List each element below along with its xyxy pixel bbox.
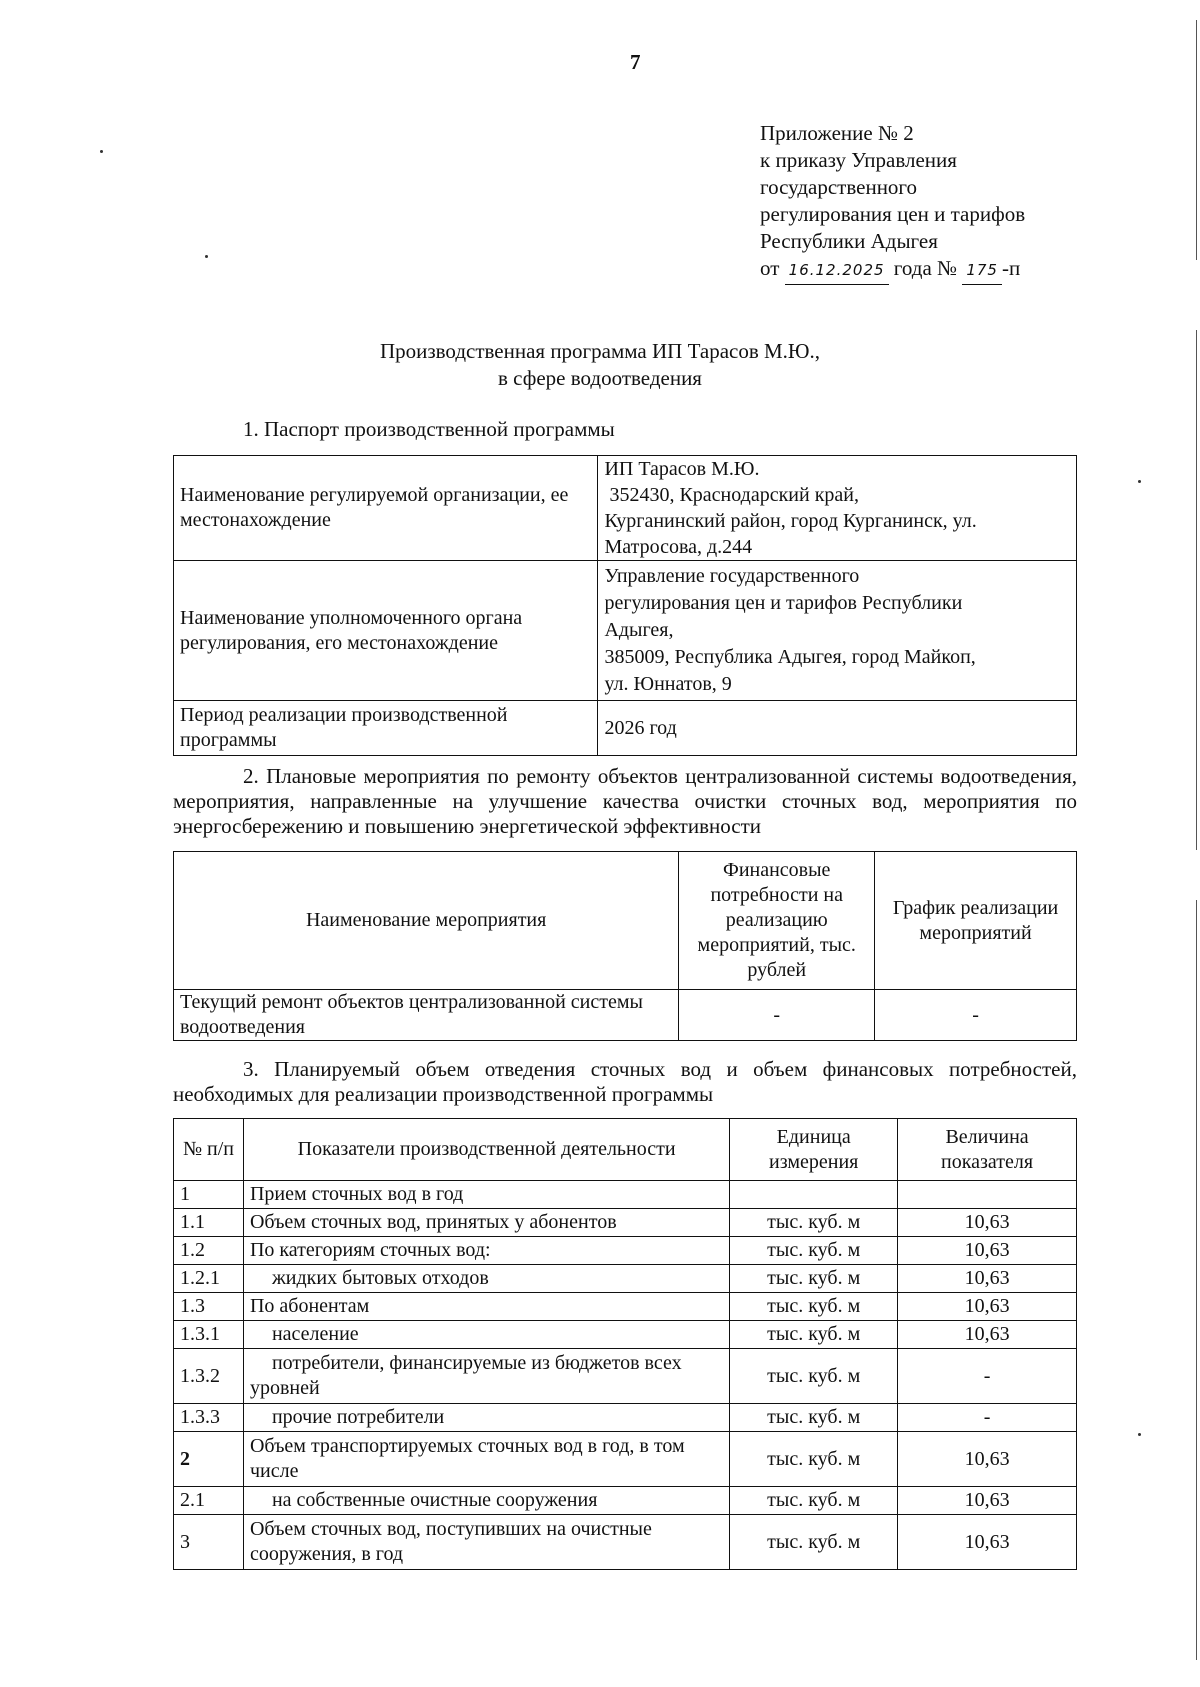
indicator-row <box>174 1237 1077 1265</box>
row-num: 2 <box>174 1432 244 1487</box>
row-unit: тыс. куб. м <box>730 1237 898 1265</box>
title-line-2: в сфере водоотведения <box>498 366 702 390</box>
title-line-1: Производственная программа ИП Тарасов М.Ю., <box>379 339 821 363</box>
value-line: Адыгея, <box>604 619 674 641</box>
indicator-row <box>174 1349 1077 1404</box>
indicator-row <box>174 1432 1077 1487</box>
row-unit: тыс. куб. м <box>730 1349 898 1404</box>
indicator-row <box>174 1404 1077 1432</box>
indicator-row <box>174 1181 1077 1209</box>
row-num: 2.1 <box>174 1487 244 1515</box>
row-indicator: Объем транспортируемых сточных вод в год, в том числе <box>243 1432 729 1487</box>
passport-value <box>598 701 1077 756</box>
row-unit: тыс. куб. м <box>730 1432 898 1487</box>
passport-row <box>174 456 1077 561</box>
appendix-line-5: Республики Адыгея <box>760 229 938 253</box>
activities-header-row <box>174 852 1077 990</box>
scan-speck <box>1138 1433 1141 1436</box>
header-num: № п/п <box>174 1119 244 1181</box>
row-unit: тыс. куб. м <box>730 1487 898 1515</box>
value-line: Курганинский район, город Курганинск, ул. <box>604 510 977 532</box>
appendix-line-1: Приложение № 2 <box>760 121 914 145</box>
indicators-table <box>173 1118 1077 1570</box>
row-value <box>898 1181 1077 1209</box>
row-value: 10,63 <box>898 1432 1077 1487</box>
scan-edge-line <box>1196 20 1197 260</box>
scan-edge-line <box>1196 330 1197 850</box>
handwritten-number: 175 <box>962 257 1002 285</box>
row-num: 1.2.1 <box>174 1265 244 1293</box>
row-num: 1 <box>174 1181 244 1209</box>
row-unit: тыс. куб. м <box>730 1404 898 1432</box>
indicator-row <box>174 1321 1077 1349</box>
scan-speck <box>1138 480 1141 483</box>
header-schedule: График реализации мероприятий <box>875 852 1077 990</box>
row-indicator: прочие потребители <box>243 1404 729 1432</box>
value-line: 385009, Республика Адыгея, город Майкоп, <box>604 646 976 668</box>
row-indicator: По категориям сточных вод: <box>243 1237 729 1265</box>
value-line: Управление государственного <box>604 565 860 587</box>
value-line: Матросова, д.244 <box>604 536 753 558</box>
row-unit: тыс. куб. м <box>730 1515 898 1570</box>
row-value: 10,63 <box>898 1237 1077 1265</box>
row-num: 1.3 <box>174 1293 244 1321</box>
passport-table <box>173 455 1077 756</box>
appendix-date-line <box>760 255 1025 285</box>
row-unit <box>730 1181 898 1209</box>
header-unit: Единица измерения <box>730 1119 898 1181</box>
row-num: 1.1 <box>174 1209 244 1237</box>
row-value: - <box>898 1404 1077 1432</box>
row-value: 10,63 <box>898 1515 1077 1570</box>
row-num: 1.3.1 <box>174 1321 244 1349</box>
header-finance: Финансовые потребности на реализацию мероприятий, тыс. рублей <box>679 852 875 990</box>
activity-name: Текущий ремонт объектов централизованной системы водоотведения <box>174 990 679 1041</box>
passport-label: Наименование регулируемой организации, ее местонахождение <box>174 456 598 561</box>
from-label: от <box>760 256 780 280</box>
row-unit: тыс. куб. м <box>730 1321 898 1349</box>
row-indicator: на собственные очистные сооружения <box>243 1487 729 1515</box>
value-line: 352430, Краснодарский край, <box>604 484 860 506</box>
value-line: 2026 год <box>604 716 677 739</box>
scan-speck <box>100 150 103 153</box>
header-activity-name: Наименование мероприятия <box>174 852 679 990</box>
row-value: 10,63 <box>898 1209 1077 1237</box>
row-unit: тыс. куб. м <box>730 1293 898 1321</box>
year-label: года № <box>893 256 958 280</box>
row-indicator: Объем сточных вод, поступивших на очистные сооружения, в год <box>243 1515 729 1570</box>
appendix-block <box>760 120 1025 285</box>
row-value: 10,63 <box>898 1321 1077 1349</box>
passport-row <box>174 561 1077 701</box>
row-num: 1.2 <box>174 1237 244 1265</box>
indicator-row <box>174 1515 1077 1570</box>
value-line: ИП Тарасов М.Ю. <box>604 458 760 480</box>
row-indicator: По абонентам <box>243 1293 729 1321</box>
row-value: - <box>898 1349 1077 1404</box>
document-title <box>0 338 1200 392</box>
header-indicator: Показатели производственной деятельности <box>243 1119 729 1181</box>
row-num: 1.3.2 <box>174 1349 244 1404</box>
activity-finance: - <box>679 990 875 1041</box>
row-num: 1.3.3 <box>174 1404 244 1432</box>
appendix-line-3: государственного <box>760 175 918 199</box>
appendix-line-2: к приказу Управления <box>760 148 957 172</box>
section2-heading: 2. Плановые мероприятия по ремонту объектов централизованной системы водоотведения, мероприятия, направленные на улучшение качества очистки сточных вод, мероприятия по энергосбережению и повышению энергетической эффективности <box>173 764 1077 838</box>
indicator-row <box>174 1293 1077 1321</box>
activities-table <box>173 851 1077 1041</box>
row-value: 10,63 <box>898 1487 1077 1515</box>
value-line: ул. Юннатов, 9 <box>604 673 732 695</box>
row-indicator: жидких бытовых отходов <box>243 1265 729 1293</box>
indicators-header-row <box>174 1119 1077 1181</box>
scan-speck <box>205 255 208 258</box>
row-indicator: население <box>243 1321 729 1349</box>
row-indicator: потребители, финансируемые из бюджетов всех уровней <box>243 1349 729 1404</box>
indicator-row <box>174 1487 1077 1515</box>
header-value: Величина показателя <box>898 1119 1077 1181</box>
section1-heading: 1. Паспорт производственной программы <box>243 417 615 441</box>
indicator-row <box>174 1265 1077 1293</box>
handwritten-date: 16.12.2025 <box>785 257 889 285</box>
row-value: 10,63 <box>898 1293 1077 1321</box>
row-unit: тыс. куб. м <box>730 1265 898 1293</box>
activity-schedule: - <box>875 990 1077 1041</box>
row-unit: тыс. куб. м <box>730 1209 898 1237</box>
value-line: регулирования цен и тарифов Республики <box>604 592 963 614</box>
passport-label: Наименование уполномоченного органа регулирования, его местонахождение <box>174 561 598 701</box>
page-number: 7 <box>630 50 641 74</box>
row-indicator: Прием сточных вод в год <box>243 1181 729 1209</box>
activities-row <box>174 990 1077 1041</box>
passport-value <box>598 561 1077 701</box>
number-suffix: -п <box>1001 256 1021 280</box>
passport-row <box>174 701 1077 756</box>
appendix-line-4: регулирования цен и тарифов <box>760 202 1026 226</box>
passport-label: Период реализации производственной программы <box>174 701 598 756</box>
row-indicator: Объем сточных вод, принятых у абонентов <box>243 1209 729 1237</box>
row-num: 3 <box>174 1515 244 1570</box>
scan-edge-line <box>1196 900 1197 1660</box>
row-value: 10,63 <box>898 1265 1077 1293</box>
indicator-row <box>174 1209 1077 1237</box>
passport-value <box>598 456 1077 561</box>
section3-heading: 3. Планируемый объем отведения сточных вод и объем финансовых потребностей, необходимых для реализации производственной программы <box>173 1057 1077 1106</box>
